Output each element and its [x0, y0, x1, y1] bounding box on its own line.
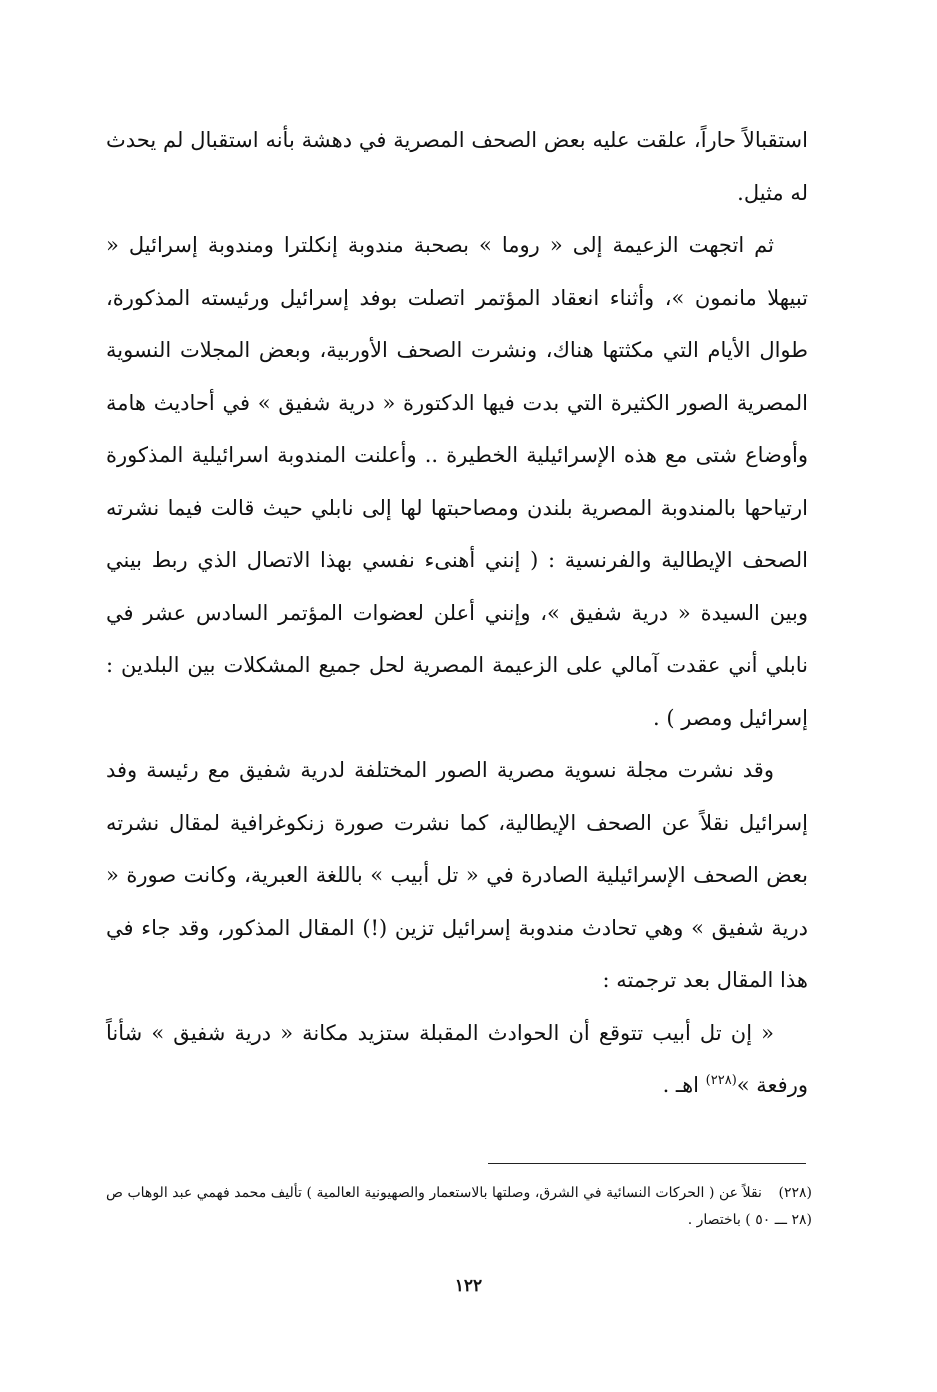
- paragraph-2: [106, 219, 808, 744]
- paragraph-1-text: استقبالاً حاراً، علقت عليه بعض الصحف المصرية في دهشة بأنه استقبال لم يحدث له مثيل.: [106, 128, 808, 205]
- paragraph-2-text: ثم اتجهت الزعيمة إلى « روما » بصحبة مندوبة إنكلترا ومندوبة إسرائيل « تبيهلا مانمون »، وأثناء انعقاد المؤتمر اتصلت بوفد إسرائيل ورئيسته المذكورة، طوال الأيام التي مكثتها هناك، ونشرت الصحف الأوربية، وبعض المجلات النسوية المصرية الصور الكثيرة التي بدت فيها الدكتورة « درية شفيق » في أحاديث هامة وأوضاع شتى مع هذه الإسرائيلية الخطيرة .. وأعلنت المندوبة اسرائيلية المذكورة ارتياحها بالمندوبة المصرية بلندن ومصاحبتها لها إلى نابلي حيث قالت فيما نشرته الصحف الإيطالية والفرنسية : ( إنني أهنىء نفسي بهذا الاتصال الذي ربط بيني وبين السيدة « درية شفيق »، وإنني أعلن لعضوات المؤتمر السادس عشر في نابلي أني عقدت آمالي على الزعيمة المصرية لحل جميع المشكلات بين البلدين : إسرائيل ومصر ) .: [106, 233, 808, 730]
- footnote-reference: (٢٢٨): [705, 1073, 737, 1088]
- paragraph-4-tail: اهـ .: [662, 1073, 706, 1097]
- paragraph-3-text: وقد نشرت مجلة نسوية مصرية الصور المختلفة لدرية شفيق مع رئيسة وفد إسرائيل نقلاً عن الصحف الإيطالية، كما نشرت صورة زنكوغرافية لمقال نشرته بعض الصحف الإسرائيلية الصادرة في « تل أبيب » باللغة العبرية، وكانت صورة « درية شفيق » وهي تحادث مندوبة إسرائيل تزين (!) المقال المذكور، وقد جاء في هذا المقال بعد ترجمته :: [106, 758, 808, 992]
- paragraph-4-quote: [106, 1007, 808, 1112]
- footnote-text: نقلاً عن ( الحركات النسائية في الشرق، وصلتها بالاستعمار والصهيونية العالمية ) تأليف محمد فهمي عبد الوهاب ص (٢٨ ـــ ٥٠ ) باختصار .: [106, 1185, 812, 1228]
- footnote: [106, 1180, 812, 1234]
- footnote-divider: [488, 1163, 806, 1164]
- body-text: [106, 114, 808, 1112]
- paragraph-4-text: « إن تل أبيب تتوقع أن الحوادث المقبلة ستزيد مكانة « درية شفيق » شأناً ورفعة »: [106, 1020, 808, 1097]
- paragraph-3: [106, 744, 808, 1007]
- page-number: ١٢٢: [454, 1276, 483, 1296]
- footnote-number: (٢٢٨): [778, 1185, 813, 1201]
- paragraph-1: [106, 114, 808, 219]
